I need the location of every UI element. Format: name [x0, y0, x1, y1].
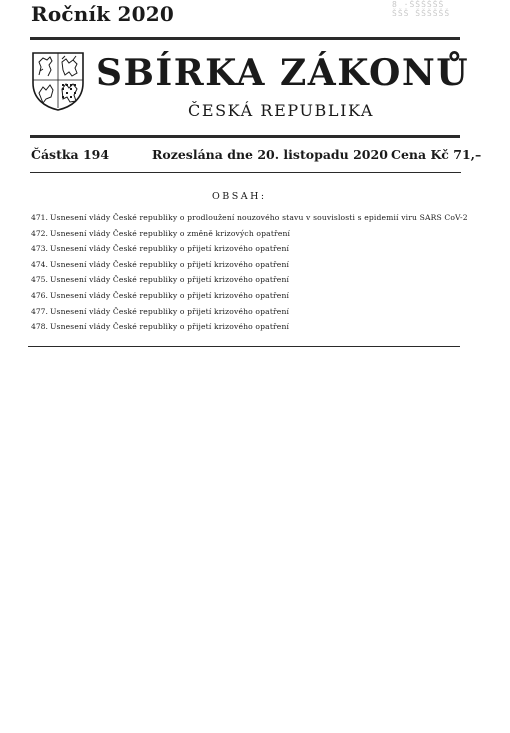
- distribution-date: Rozeslána dne 20. listopadu 2020: [152, 147, 388, 162]
- item-number: 474.: [31, 259, 48, 269]
- item-text: Usnesení vlády České republiky o přijetí krizového opatření: [50, 259, 290, 269]
- item-text: Usnesení vlády České republiky o přijetí krizového opatření: [50, 290, 290, 300]
- item-number: 478.: [31, 322, 48, 332]
- gazette-title: SBÍRKA ZÁKONŮ: [96, 52, 470, 94]
- item-number: 476.: [31, 290, 48, 300]
- volume-label: Ročník 2020: [31, 2, 174, 26]
- item-number: 473.: [31, 244, 48, 254]
- list-item: [31, 288, 471, 304]
- top-rule: [30, 37, 460, 40]
- list-item: [31, 257, 471, 273]
- item-text: Usnesení vlády České republiky o přijetí krizového opatření: [50, 275, 290, 285]
- part-number: Částka 194: [31, 147, 110, 162]
- item-text: Usnesení vlády České republiky o změně krizových opatření: [50, 228, 291, 238]
- middle-rule: [30, 135, 460, 138]
- list-item: [31, 272, 471, 288]
- czech-coat-of-arms-icon: [31, 51, 85, 111]
- item-number: 477.: [31, 306, 48, 316]
- contents-list: [31, 210, 471, 335]
- list-item: [31, 319, 471, 335]
- gazette-subtitle: ČESKÁ REPUBLIKA: [188, 101, 375, 120]
- list-item: [31, 241, 471, 257]
- list-item: [31, 226, 471, 242]
- item-text: Usnesení vlády České republiky o prodloužení nouzového stavu v souvislosti s epidemií viru SARS CoV-2: [50, 213, 468, 222]
- item-number: 471.: [31, 213, 48, 222]
- item-text: Usnesení vlády České republiky o přijetí krizového opatření: [50, 322, 290, 332]
- item-text: Usnesení vlády České republiky o přijetí krizového opatření: [50, 306, 290, 316]
- item-number: 475.: [31, 275, 48, 285]
- item-number: 472.: [31, 228, 48, 238]
- stamp-line-2: ŠŠŠ ŠŠŠŠŠŠ: [392, 9, 451, 18]
- stamp-line-1: 8 ·ŠŠŠŠŠŠ: [392, 0, 445, 9]
- meta-rule: [30, 172, 461, 173]
- contents-heading: OBSAH:: [212, 191, 267, 202]
- faint-stamp: [392, 0, 450, 18]
- item-text: Usnesení vlády České republiky o přijetí krizového opatření: [50, 244, 290, 254]
- bottom-rule: [28, 346, 460, 347]
- price: Cena Kč 71,–: [391, 147, 482, 162]
- list-item: [31, 210, 471, 226]
- list-item: [31, 304, 471, 320]
